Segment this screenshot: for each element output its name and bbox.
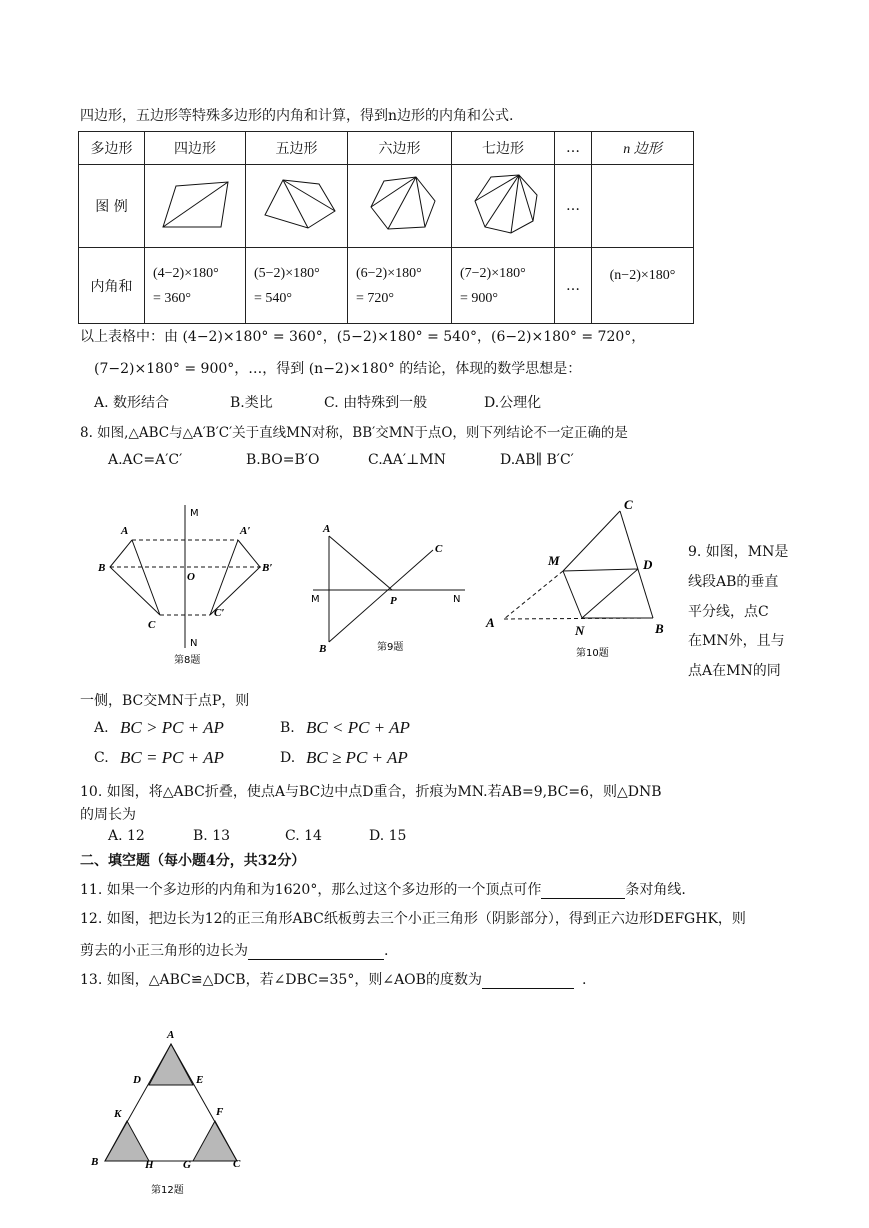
table-header: 四边形 bbox=[145, 132, 246, 165]
q13-line: 13. 如图，△ABC≌△DCB，若∠DBC=35°，则∠AOB的度数为 . bbox=[80, 972, 587, 988]
fig8-label: O bbox=[187, 571, 195, 583]
q10-option-c: C. 14 bbox=[285, 828, 322, 844]
fig10-label: C bbox=[624, 497, 633, 512]
section-heading: 二、填空题（每小题4分，共32分） bbox=[80, 853, 306, 869]
fig8-caption: 第8题 bbox=[174, 655, 201, 666]
fig9-label: N bbox=[453, 594, 461, 605]
fig10-label: N bbox=[575, 623, 585, 638]
fig12-label: C bbox=[233, 1158, 241, 1170]
sum-cell: (7−2)×180° = 900° bbox=[452, 248, 555, 324]
q9-side-line: 点A在MN的同 bbox=[688, 663, 781, 679]
intro-text: 四边形，五边形等特殊多边形的内角和计算，得到n边形的内角和公式. bbox=[80, 108, 514, 124]
q9-side-line: 线段AB的垂直 bbox=[688, 574, 779, 590]
fig12-label: B bbox=[91, 1156, 99, 1168]
ellipsis: … bbox=[555, 165, 592, 248]
heptagon-figure bbox=[452, 165, 555, 248]
q7-option-c: C. 由特殊到一般 bbox=[324, 395, 428, 411]
figure-9 bbox=[305, 518, 475, 658]
n-sum-cell: (n−2)×180° bbox=[592, 248, 694, 324]
q9-side-line: 平分线，点C bbox=[688, 604, 769, 620]
table-header: 多边形 bbox=[79, 132, 145, 165]
fig12-caption: 第12题 bbox=[151, 1185, 184, 1196]
table-header: 七边形 bbox=[452, 132, 555, 165]
row-label: 图 例 bbox=[79, 165, 145, 248]
fig12-label: D bbox=[133, 1074, 141, 1086]
q8-option-a: A.AC=A′C′ bbox=[108, 452, 183, 468]
q9-side-line: 9. 如图，MN是 bbox=[688, 544, 789, 560]
fig10-caption: 第10题 bbox=[576, 648, 609, 659]
fig10-label: A bbox=[486, 615, 495, 630]
fig10-label: M bbox=[548, 553, 560, 568]
quadrilateral-figure bbox=[145, 165, 246, 248]
fig9-label: A bbox=[323, 523, 331, 535]
fig8-label: A bbox=[121, 525, 129, 537]
fig8-label: B′ bbox=[262, 562, 273, 574]
q9-option-b-letter: B. bbox=[280, 720, 295, 736]
polygon-angle-table bbox=[78, 131, 694, 324]
q9-option-d-letter: D. bbox=[280, 750, 296, 766]
fig9-label: P bbox=[390, 595, 397, 607]
q10-option-a: A. 12 bbox=[108, 828, 145, 844]
fig9-label: C bbox=[435, 543, 443, 555]
q12-line2: 剪去的小正三角形的边长为 . bbox=[80, 943, 389, 959]
pentagon-figure bbox=[246, 165, 348, 248]
q12-answer-blank[interactable] bbox=[248, 943, 384, 960]
fig12-label: F bbox=[216, 1106, 224, 1118]
q10-option-d: D. 15 bbox=[369, 828, 407, 844]
q10-option-b: B. 13 bbox=[193, 828, 231, 844]
row-label: 内角和 bbox=[79, 248, 145, 324]
q12-line1: 12. 如图，把边长为12的正三角形ABC纸板剪去三个小正三角形（阴影部分），得到正六边形DEFGHK，则 bbox=[80, 911, 746, 927]
figure-10 bbox=[480, 493, 680, 663]
table-header: 六边形 bbox=[348, 132, 452, 165]
fig12-label: E bbox=[196, 1074, 204, 1086]
q9-side-line: 在MN外，且与 bbox=[688, 633, 785, 649]
q11-answer-blank[interactable] bbox=[541, 882, 625, 899]
sum-cell: (6−2)×180° = 720° bbox=[348, 248, 452, 324]
q8-option-b: B.BO=B′O bbox=[246, 452, 320, 468]
fig8-label: N bbox=[190, 638, 198, 649]
fig10-label: D bbox=[643, 557, 653, 572]
fig12-label: G bbox=[183, 1159, 191, 1171]
empty-cell bbox=[592, 165, 694, 248]
fig8-label: C bbox=[148, 619, 156, 631]
q7-line1: 以上表格中：由 (4−2)×180° = 360°，(5−2)×180° = 540°，(6−2)×180° = 720°， bbox=[80, 329, 646, 345]
fig9-label: B bbox=[319, 643, 327, 655]
fig12-label: K bbox=[114, 1108, 122, 1120]
figure-12 bbox=[85, 1025, 260, 1205]
fig10-label: B bbox=[655, 621, 664, 636]
table-header: n 边形 bbox=[592, 132, 694, 165]
q9-option-d: BC ≥ PC + AP bbox=[306, 748, 408, 767]
fig8-label: C′ bbox=[214, 607, 225, 619]
sum-cell: (5−2)×180° = 540° bbox=[246, 248, 348, 324]
q7-line2: (7−2)×180° = 900°，…，得到 (n−2)×180° 的结论，体现的数学思想是： bbox=[94, 361, 582, 377]
q7-option-d: D.公理化 bbox=[484, 395, 542, 411]
fig8-label: B bbox=[98, 562, 106, 574]
q8-stem: 8. 如图,△ABC与△A′B′C′关于直线MN对称，BB′交MN于点O，则下列结论不一定正确的是 bbox=[80, 425, 628, 441]
q9-option-a: BC > PC + AP bbox=[120, 718, 224, 737]
q9-option-a-letter: A. bbox=[94, 720, 109, 736]
q9-option-c: BC = PC + AP bbox=[120, 748, 224, 767]
fig8-label: M bbox=[190, 508, 199, 519]
q10-line2: 的周长为 bbox=[80, 807, 136, 823]
fig12-label: A bbox=[167, 1029, 175, 1041]
hexagon-figure bbox=[348, 165, 452, 248]
q11-line: 11. 如果一个多边形的内角和为1620°，那么过这个多边形的一个顶点可作 条对角线. bbox=[80, 882, 686, 898]
q9-option-c-letter: C. bbox=[94, 750, 109, 766]
q9-option-b: BC < PC + AP bbox=[306, 718, 410, 737]
fig9-label: M bbox=[311, 594, 320, 605]
table-header: … bbox=[555, 132, 592, 165]
fig9-caption: 第9题 bbox=[377, 642, 404, 653]
q9-continuation: 一侧，BC交MN于点P，则 bbox=[80, 693, 250, 709]
q7-option-a: A. 数形结合 bbox=[94, 395, 170, 411]
table-header: 五边形 bbox=[246, 132, 348, 165]
q8-option-d: D.AB∥ B′C′ bbox=[500, 452, 574, 468]
q7-option-b: B.类比 bbox=[230, 395, 273, 411]
q10-line1: 10. 如图，将△ABC折叠，使点A与BC边中点D重合，折痕为MN.若AB=9,BC=6，则△DNB bbox=[80, 784, 662, 800]
q13-answer-blank[interactable] bbox=[482, 972, 574, 989]
figure-8 bbox=[90, 500, 290, 672]
fig12-label: H bbox=[145, 1159, 154, 1171]
q8-option-c: C.AA′⊥MN bbox=[368, 452, 446, 468]
sum-cell: (4−2)×180° = 360° bbox=[145, 248, 246, 324]
fig8-label: A′ bbox=[240, 525, 251, 537]
ellipsis: … bbox=[555, 248, 592, 324]
